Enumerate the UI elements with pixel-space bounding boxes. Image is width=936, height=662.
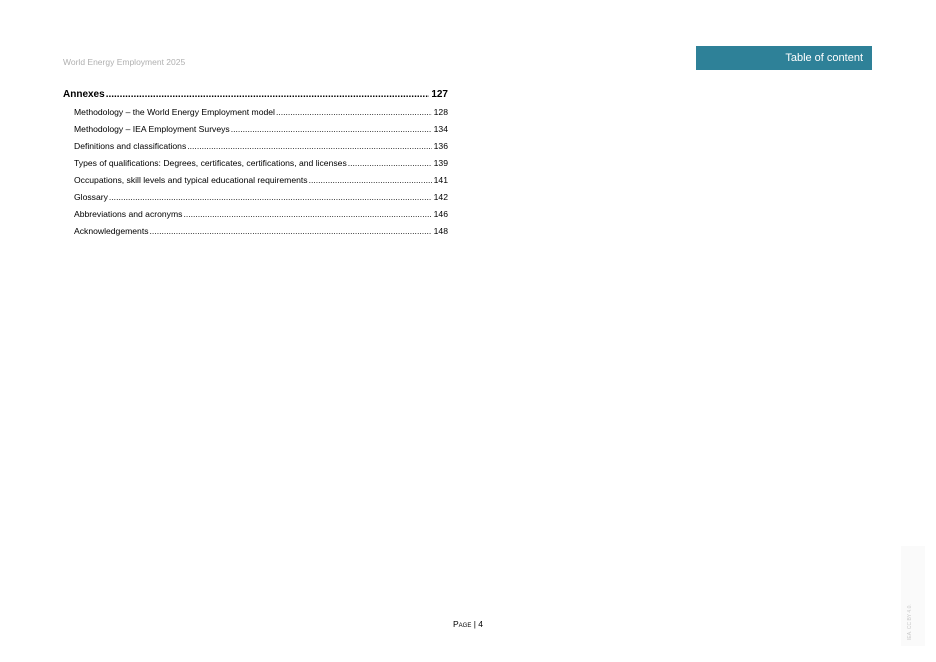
- toc-entry-page: 128: [433, 107, 448, 117]
- toc-entry-page: 127: [431, 89, 448, 100]
- toc-entry-page: 136: [433, 141, 448, 151]
- toc-entry[interactable]: [63, 104, 448, 121]
- toc-entry[interactable]: [63, 172, 448, 189]
- toc-dot-leader: [150, 223, 432, 240]
- toc-entry[interactable]: [63, 189, 448, 206]
- toc-entry-title: Methodology – IEA Employment Surveys: [74, 124, 230, 134]
- toc-entry-page: 141: [433, 175, 448, 185]
- toc-entry[interactable]: [63, 206, 448, 223]
- toc-entry-title: Definitions and classifications: [74, 141, 187, 151]
- toc-dot-leader: [183, 206, 431, 223]
- toc-entry-title: Types of qualifications: Degrees, certificates, certifications, and licenses: [74, 158, 347, 168]
- toc-dot-leader: [109, 189, 432, 206]
- toc-heading-annexes[interactable]: [63, 86, 448, 104]
- toc-entry[interactable]: [63, 155, 448, 172]
- toc-entry-title: Annexes: [63, 89, 105, 100]
- toc-entry-page: 142: [433, 192, 448, 202]
- toc-entry[interactable]: [63, 121, 448, 138]
- toc-dot-leader: [276, 104, 432, 121]
- toc-dot-leader: [348, 155, 432, 172]
- table-of-contents: [63, 86, 448, 240]
- running-header: World Energy Employment 2025: [63, 57, 186, 67]
- page-separator: |: [473, 619, 479, 629]
- toc-dot-leader: [187, 138, 431, 155]
- toc-entry[interactable]: [63, 138, 448, 155]
- toc-entry[interactable]: [63, 223, 448, 240]
- toc-entry-page: 139: [433, 158, 448, 168]
- toc-dot-leader: [231, 121, 432, 138]
- page-label: Page: [452, 619, 472, 629]
- toc-entry-title: Occupations, skill levels and typical educational requirements: [74, 175, 308, 185]
- toc-dot-leader: [106, 86, 430, 104]
- table-of-content-tab[interactable]: Table of content: [696, 46, 872, 70]
- page-footer: [0, 619, 936, 629]
- toc-entry-title: Abbreviations and acronyms: [74, 209, 183, 219]
- toc-entry-page: 146: [433, 209, 448, 219]
- toc-entry-page: 134: [433, 124, 448, 134]
- toc-entry-title: Methodology – the World Energy Employment model: [74, 107, 275, 117]
- toc-entry-title: Glossary: [74, 192, 108, 202]
- toc-dot-leader: [309, 172, 432, 189]
- license-mark: IEA. CC BY 4.0.: [907, 604, 913, 640]
- toc-entry-page: 148: [433, 226, 448, 236]
- page-number: 4: [478, 619, 484, 629]
- toc-entry-title: Acknowledgements: [74, 226, 149, 236]
- margin-band: [901, 546, 925, 646]
